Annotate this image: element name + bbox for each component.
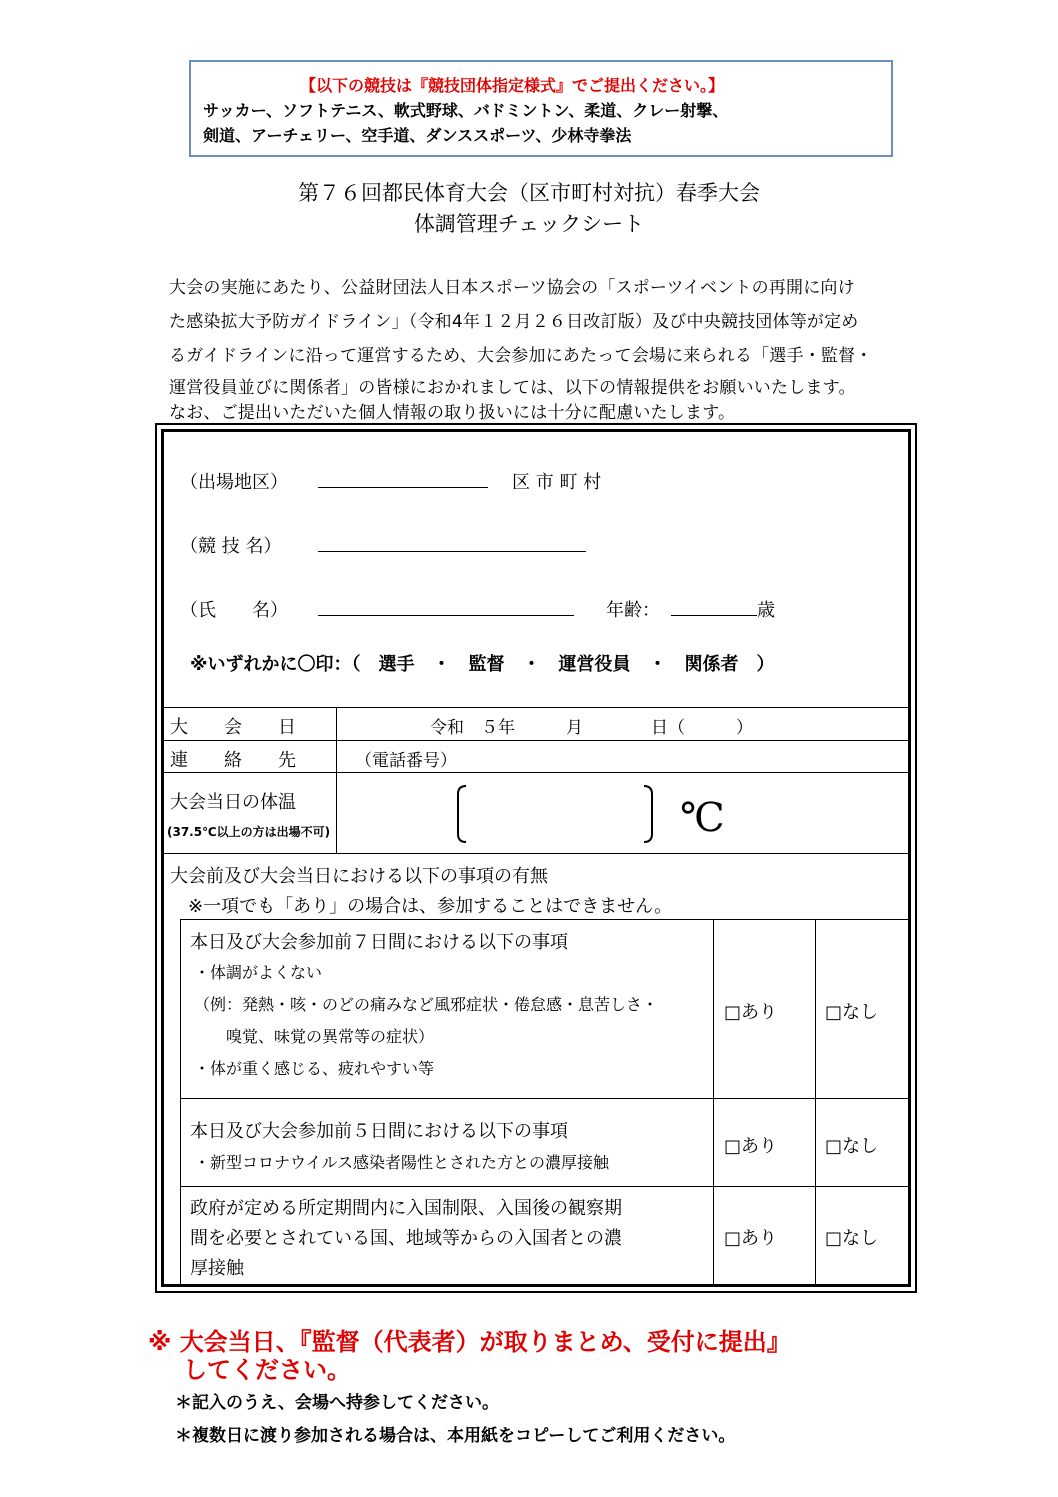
- footer-note-1: ＊記入のうえ、会場へ持参してください。: [175, 1393, 500, 1413]
- sport-label: （競 技 名）: [180, 536, 282, 557]
- intro-line-4: 運営役員並びに関係者」の皆様におかれましては、以下の情報提供をお願いいたします。: [169, 378, 856, 398]
- row3-line-2: 厚接触: [190, 1258, 244, 1279]
- row1-line-3: 嗅覚、味覚の異常等の症状）: [194, 1027, 435, 1046]
- intro-line-3: るガイドラインに沿って運営するため、大会参加にあたって会場に来られる「選手・監督・: [169, 346, 873, 366]
- row2-no-checkbox[interactable]: □なし: [825, 1136, 879, 1157]
- row1-line-2: （例：発熱・咳・のどの痛みなど風邪症状・倦怠感・息苦しさ・: [194, 995, 659, 1014]
- date-label: 大 会 日: [170, 717, 296, 738]
- name-label: （氏 名）: [180, 600, 288, 621]
- row1-title: 本日及び大会参加前７日間における以下の事項: [190, 932, 568, 953]
- age-label: 年齢：: [606, 600, 660, 621]
- age-suffix: 歳: [757, 600, 775, 621]
- footer-note-2: ＊複数日に渡り参加される場合は、本用紙をコピーしてご利用ください。: [175, 1426, 736, 1446]
- contact-label: 連 絡 先: [170, 750, 296, 771]
- temp-note: (37.5℃以上の方は出場不可): [167, 825, 331, 839]
- sport-input[interactable]: [318, 551, 586, 552]
- row1-yes-checkbox[interactable]: □あり: [724, 1002, 778, 1023]
- intro-line-2: た感染拡大予防ガイドライン」（令和4年１２月２６日改訂版）及び中央競技団体等が定め: [169, 312, 859, 332]
- intro-line-5: なお、ご提出いただいた個人情報の取り扱いには十分に配慮いたします。: [169, 403, 736, 423]
- name-input[interactable]: [318, 615, 574, 616]
- row2-line-1: ・新型コロナウイルス感染者陽性とされた方との濃厚接触: [194, 1153, 610, 1172]
- symptoms-note: ※一項でも「あり」の場合は、参加することはできません。: [188, 896, 673, 917]
- intro-line-1: 大会の実施にあたり、公益財団法人日本スポーツ協会の「スポーツイベントの再開に向け: [169, 278, 855, 298]
- area-label: （出場地区）: [180, 472, 288, 493]
- contact-value[interactable]: （電話番号）: [355, 751, 457, 771]
- role-prompt[interactable]: ※いずれかに〇印：（ 選手 ・ 監督 ・ 運営役員 ・ 関係者 ）: [190, 654, 775, 675]
- symptoms-header: 大会前及び大会当日における以下の事項の有無: [170, 866, 548, 887]
- row3-no-checkbox[interactable]: □なし: [825, 1228, 879, 1249]
- area-suffix: 区 市 町 村: [512, 472, 602, 493]
- row1-line-4: ・体が重く感じる、疲れやすい等: [194, 1059, 435, 1078]
- row3-title: 政府が定める所定期間内に入国制限、入国後の観察期: [190, 1198, 622, 1219]
- row3-line-1: 間を必要とされている国、地域等からの入国者との濃: [190, 1228, 622, 1249]
- row2-yes-checkbox[interactable]: □あり: [724, 1136, 778, 1157]
- page-subtitle: 体調管理チェックシート: [413, 212, 645, 236]
- notice-line-1: サッカー、ソフトテニス、軟式野球、バドミントン、柔道、クレー射撃、: [203, 101, 729, 120]
- temp-unit: ℃: [680, 795, 725, 841]
- notice-title: 【以下の競技は『競技団体指定様式』でご提出ください。】: [300, 76, 725, 95]
- row1-line-1: ・体調がよくない: [194, 963, 323, 982]
- row2-title: 本日及び大会参加前５日間における以下の事項: [190, 1121, 568, 1142]
- temp-bracket-left: [450, 782, 490, 848]
- date-value[interactable]: 令和 ５年 月 日（ ）: [430, 718, 753, 738]
- temp-bracket-right: [636, 782, 676, 848]
- temp-label: 大会当日の体温: [170, 792, 296, 813]
- page-title: 第７６回都民体育大会（区市町村対抗）春季大会: [298, 181, 760, 205]
- age-input[interactable]: [671, 615, 757, 616]
- submission-warning: ※ 大会当日、『監督（代表者）が取りまとめ、受付に提出』: [148, 1328, 791, 1356]
- row1-no-checkbox[interactable]: □なし: [825, 1002, 879, 1023]
- row3-yes-checkbox[interactable]: □あり: [724, 1228, 778, 1249]
- temp-input[interactable]: [493, 790, 633, 840]
- notice-line-2: 剣道、アーチェリー、空手道、ダンススポーツ、少林寺拳法: [203, 126, 632, 145]
- area-input[interactable]: [318, 487, 488, 488]
- submission-warning-cont: してください。: [183, 1356, 351, 1384]
